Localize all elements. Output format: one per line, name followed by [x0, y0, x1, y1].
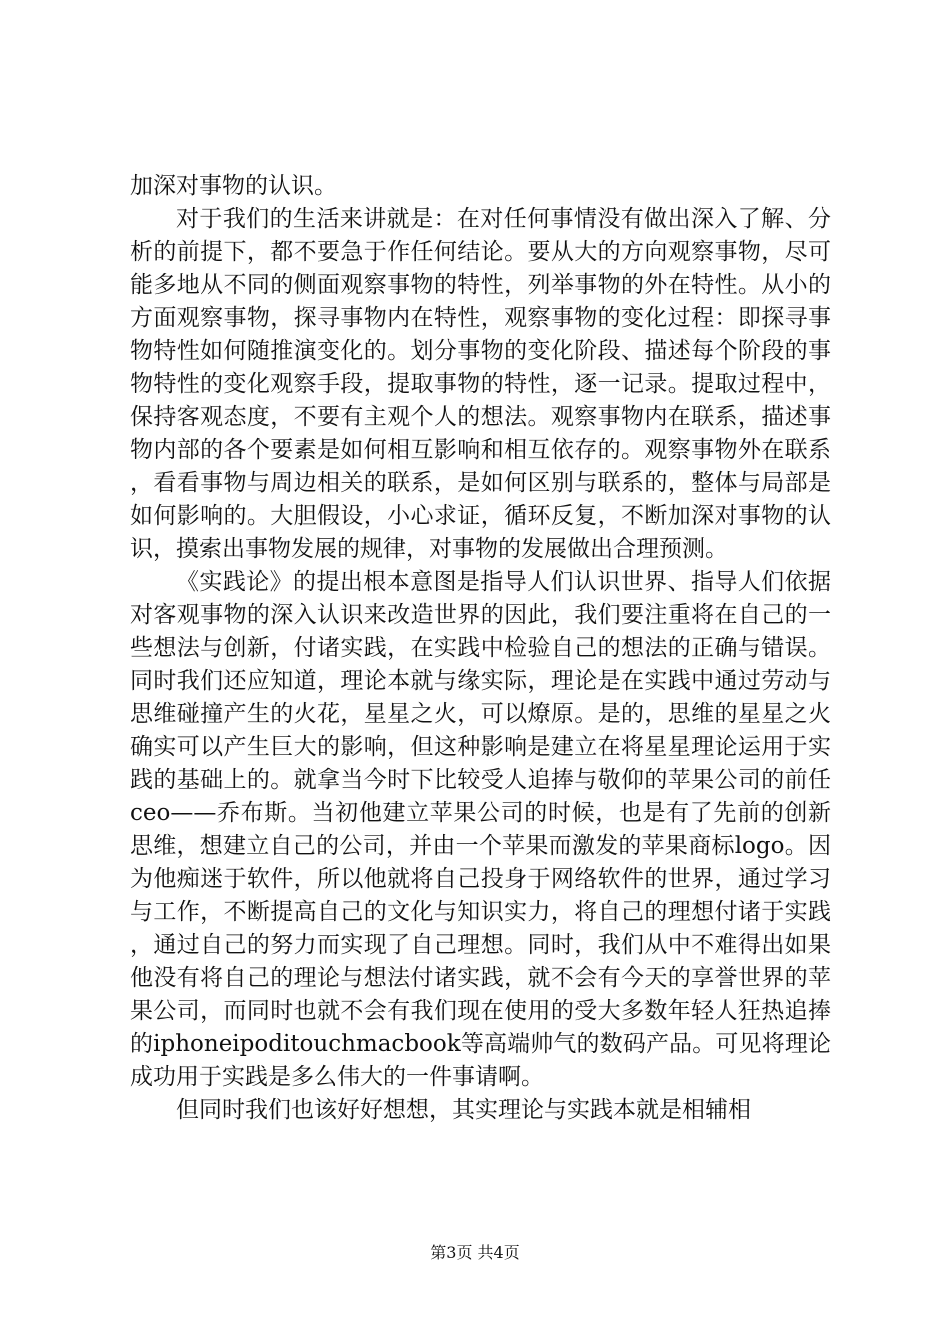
paragraph-observation: 对于我们的生活来讲就是：在对任何事情没有做出深入了解、分析的前提下，都不要急于作任何结论。要从大的方向观察事物，尽可能多地从不同的侧面观察事物的特性，列举事物的外在特性。从小的方面观察事物，探寻事物内在特性，观察事物的变化过程：即探寻事物特性如何随推演变化的。划分事物的变化阶段、描述每个阶段的事物特性的变化观察手段，提取事物的特性，逐一记录。提取过程中，保持客观态度，不要有主观个人的想法。观察事物内在联系，描述事物内部的各个要素是如何相互影响和相互依存的。观察事物外在联系，看看事物与周边相关的联系，是如何区别与联系的，整体与局部是如何影响的。大胆假设，小心求证，循环反复，不断加深对事物的认识，摸索出事物发展的规律，对事物的发展做出合理预测。 [130, 206, 831, 562]
paragraph-continuation: 加深对事物的认识。 [130, 173, 337, 199]
paragraph-closing: 但同时我们也该好好想想，其实理论与实践本就是相辅相 [176, 1097, 751, 1123]
document-body [130, 170, 831, 1127]
paragraph-practice-theory: 《实践论》的提出根本意图是指导人们认识世界、指导人们依据对客观事物的深入认识来改造世界的因此，我们要注重将在自己的一些想法与创新，付诸实践，在实践中检验自己的想法的正确与错误。同时我们还应知道，理论本就与缘实际，理论是在实践中通过劳动与思维碰撞产生的火花，星星之火，可以燎原。是的，思维的星星之火确实可以产生巨大的影响，但这种影响是建立在将星星理论运用于实践的基础上的。就拿当今时下比较受人追捧与敬仰的苹果公司的前任ceo——乔布斯。当初他建立苹果公司的时候，也是有了先前的创新思维，想建立自己的公司，并由一个苹果而激发的苹果商标logo。因为他痴迷于软件，所以他就将自己投身于网络软件的世界，通过学习与工作，不断提高自己的文化与知识实力，将自己的理想付诸于实践，通过自己的努力而实现了自己理想。同时，我们从中不难得出如果他没有将自己的理论与想法付诸实践，就不会有今天的享誉世界的苹果公司，而同时也就不会有我们现在使用的受大多数年轻人狂热追捧的iphoneipoditouchmacbook等高端帅气的数码产品。可见将理论成功用于实践是多么伟大的一件事请啊。 [130, 569, 831, 1090]
page-footer: 第3页 共4页 [430, 1243, 520, 1262]
